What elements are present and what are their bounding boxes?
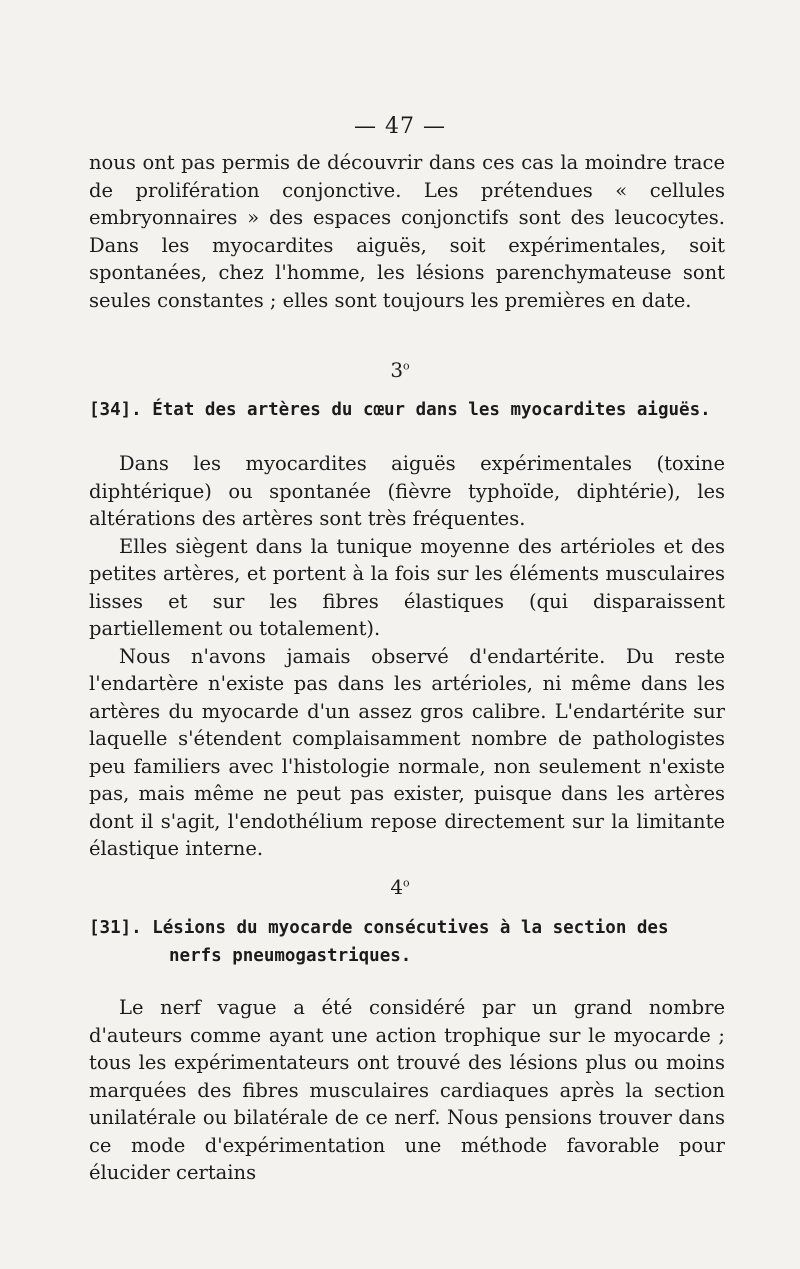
- section-3-body: [89, 450, 725, 863]
- section-4-body: [89, 994, 725, 1187]
- section-4-reference: [31].: [89, 918, 142, 938]
- intro-paragraph: nous ont pas permis de découvrir dans ces cas la moindre trace de prolifération conjonctive. Les prétendues « cellules embryonnaires » des espaces conjonctifs sont des leucocytes. Dans les myocardites aiguës, soit expérimentales, soit spontanées, chez l'homme, les lésions parenchymateuse sont seules constantes ; elles sont toujours les premières en date.: [89, 151, 725, 312]
- section-3-number-sup: o: [403, 359, 410, 373]
- page-number: — 47 —: [354, 114, 446, 139]
- section-3-reference: [34].: [89, 400, 142, 420]
- section-3-number: [0, 358, 800, 382]
- section-4-number-sup: o: [403, 876, 410, 890]
- intro-paragraph-block: [89, 149, 725, 314]
- section-4-number-value: 4: [390, 875, 404, 899]
- section-4-paragraph: Le nerf vague a été considéré par un grand nombre d'auteurs comme ayant une action trophique sur le myocarde ; tous les expérimentateurs ont trouvé des lésions plus ou moins marquées des fibres musculaires cardiaques après la section unilatérale ou bilatérale de ce nerf. Nous pensions trouver dans ce mode d'expérimentation une méthode favorable pour élucider certains: [89, 996, 725, 1184]
- section-3-paragraph-2: Elles siègent dans la tunique moyenne des artérioles et des petites artères, et portent à la fois sur les éléments musculaires lisses et sur les fibres élastiques (qui disparaissent partiellement ou totalement).: [89, 534, 725, 640]
- section-3-title: État des artères du cœur dans les myocardites aiguës.: [152, 400, 711, 420]
- section-3-number-value: 3: [390, 358, 404, 382]
- section-4-title-line-1: Lésions du myocarde consécutives à la section des: [152, 918, 669, 938]
- section-3-paragraph-3: Nous n'avons jamais observé d'endartérite. Du reste l'endartère n'existe pas dans les artérioles, ni même dans les artères du myocarde d'un assez gros calibre. L'endartérite sur laquelle s'étendent complaisamment nombre de pathologistes peu familiers avec l'histologie normale, non seulement n'existe pas, mais même ne peut pas exister, puisque dans les artères dont il s'agit, l'endothélium repose directement sur la limitante élastique interne.: [89, 644, 725, 860]
- section-3-heading: [89, 396, 729, 424]
- section-4-title-line-2: nerfs pneumogastriques.: [169, 946, 412, 966]
- section-4-number: [0, 875, 800, 899]
- section-3-paragraph-1: Dans les myocardites aiguës expérimentales (toxine diphtérique) ou spontanée (fièvre typhoïde, diphtérie), les altérations des artères sont très fréquentes.: [89, 452, 725, 530]
- section-4-heading: [89, 914, 729, 970]
